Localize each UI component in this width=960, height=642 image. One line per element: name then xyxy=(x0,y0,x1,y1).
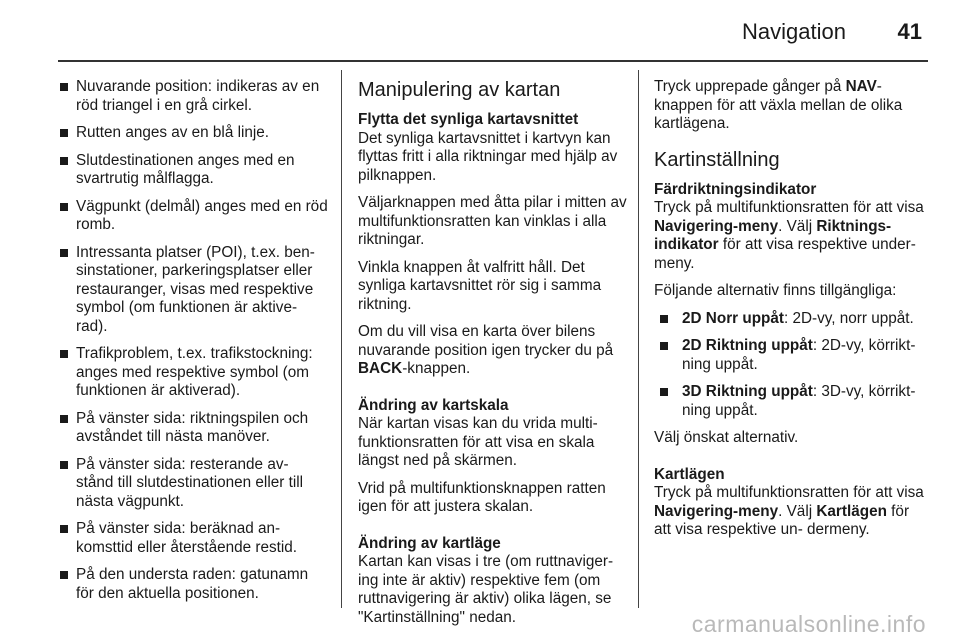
subsection-title: Kartlägen xyxy=(654,465,725,483)
column-left xyxy=(58,78,328,612)
header-divider xyxy=(58,60,928,62)
paragraph: Vrid på multifunktionsknappen ratten igen för att justera skalan. xyxy=(358,479,606,515)
list-item: Slutdestinationen anges med en svartrutig målflagga. xyxy=(58,152,328,189)
paragraph xyxy=(654,484,930,540)
column-divider-1 xyxy=(341,70,342,608)
option-desc: : 3D-vy, körrikt- ning uppåt. xyxy=(682,383,916,419)
list-item xyxy=(654,383,930,420)
list-item: Intressanta platser (POI), t.ex. ben- sinstationer, parkeringsplatser eller restauranger, visas med respektive symbol (om funktionen är aktive- rad). xyxy=(58,244,328,337)
text-run: . Välj xyxy=(778,217,817,235)
text-run: . Välj xyxy=(778,502,817,520)
text-run: för att visa respektive un- dermeny. xyxy=(654,502,910,538)
paragraph xyxy=(654,78,930,134)
button-name-nav: NAV xyxy=(845,78,877,95)
subsection-title: Färdriktningsindikator xyxy=(654,180,817,198)
subsection xyxy=(654,466,930,540)
text-run: -knappen. xyxy=(402,360,471,377)
option-list xyxy=(654,310,930,421)
option-desc: : 2D-vy, norr uppåt. xyxy=(783,309,914,327)
map-symbol-list xyxy=(58,78,328,603)
paragraph: Följande alternativ finns tillgängliga: xyxy=(654,282,897,299)
column-divider-2 xyxy=(638,70,639,608)
watermark: carmanualsonline.info xyxy=(691,611,926,637)
paragraph: När kartan visas kan du vrida multi- funktionsratten för att visa en skala längst ned på skärmen. xyxy=(358,415,598,469)
option-label: 2D Riktning uppåt xyxy=(682,337,813,354)
list-item: Nuvarande position: indikeras av en röd triangel i en grå cirkel. xyxy=(58,78,328,115)
subsection-title: Flytta det synliga kartavsnittet xyxy=(358,111,579,128)
section-heading: Kartinställning xyxy=(654,148,780,171)
text-run: - knappen för att växla mellan de olika kartlägena. xyxy=(654,78,903,132)
menu-name: Navigering-meny xyxy=(654,502,779,520)
text-run: Tryck på multifunktionsratten för att visa xyxy=(654,484,924,501)
menu-item-name: Riktnings- indikator xyxy=(654,217,892,253)
list-item: På den understa raden: gatunamn för den aktuella positionen. xyxy=(58,566,328,603)
column-middle xyxy=(358,78,630,636)
page-number: 41 xyxy=(897,19,922,44)
list-item: På vänster sida: beräknad an- komsttid eller återstående restid. xyxy=(58,520,328,557)
paragraph xyxy=(654,199,930,273)
option-label: 2D Norr uppåt xyxy=(682,309,784,327)
list-item: Vägpunkt (delmål) anges med en röd romb. xyxy=(58,198,328,235)
list-item: På vänster sida: resterande av- stånd till slutdestinationen eller till nästa vägpunkt. xyxy=(58,456,328,512)
option-label: 3D Riktning uppåt xyxy=(682,383,813,400)
paragraph: Kartan kan visas i tre (om ruttnaviger- ing inte är aktiv) respektive fem (om ruttnavigering är aktiv) olika lägen, se "Kartinställning" nedan. xyxy=(358,553,614,626)
list-item: Trafikproblem, t.ex. trafikstockning: anges med respektive symbol (om funktionen är aktiverad). xyxy=(58,345,328,401)
list-item: Rutten anges av en blå linje. xyxy=(58,124,328,143)
paragraph: Välj önskat alternativ. xyxy=(654,429,799,446)
section-heading: Manipulering av kartan xyxy=(358,79,561,101)
menu-name: Navigering-meny xyxy=(654,217,779,235)
paragraph: Det synliga kartavsnittet i kartvyn kan flyttas fritt i alla riktningar med hjälp av pilknappen. xyxy=(358,129,618,184)
subsection xyxy=(358,397,630,517)
text-run: för att visa respektive under- meny. xyxy=(654,236,916,272)
button-name-back: BACK xyxy=(358,360,403,377)
subsection-title: Ändring av kartläge xyxy=(358,534,501,552)
list-item xyxy=(654,337,930,374)
text-run: Om du vill visa en karta över bilens nuvarande position igen trycker du på xyxy=(358,323,614,359)
running-header-title: Navigation xyxy=(742,19,846,44)
list-item: På vänster sida: riktningspilen och avståndet till nästa manöver. xyxy=(58,410,328,447)
menu-item-name: Kartlägen xyxy=(816,502,887,520)
text-run: Tryck upprepade gånger på xyxy=(654,78,846,95)
text-run: Tryck på multifunktionsratten för att visa xyxy=(654,199,924,216)
subsection-title: Ändring av kartskala xyxy=(358,396,509,414)
paragraph: Väljarknappen med åtta pilar i mitten av multifunktionsratten kan vinklas i alla riktningar. xyxy=(358,194,627,248)
list-item xyxy=(654,310,930,329)
column-right xyxy=(654,78,930,549)
option-desc: : 2D-vy, körrikt- ning uppåt. xyxy=(682,337,916,373)
subsection xyxy=(358,535,630,628)
paragraph xyxy=(358,323,630,379)
paragraph: Vinkla knappen åt valfritt håll. Det synliga kartavsnittet rör sig i samma riktning. xyxy=(358,258,602,313)
